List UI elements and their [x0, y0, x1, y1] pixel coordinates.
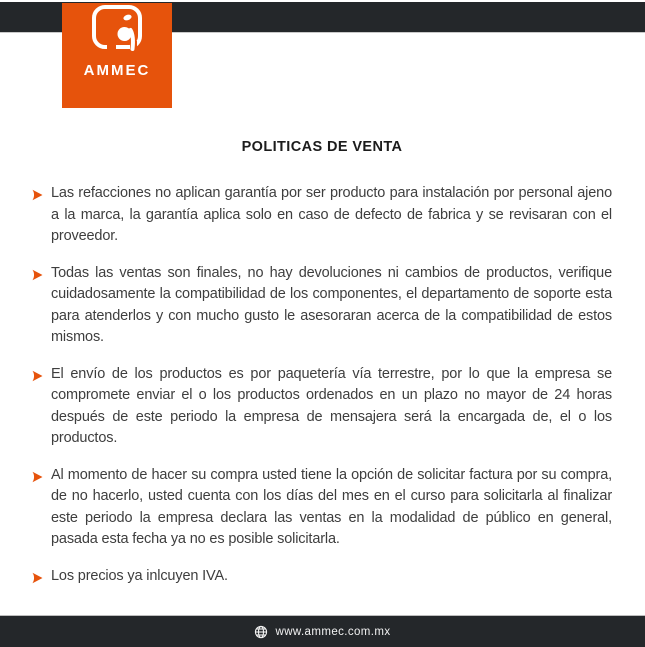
policy-content [32, 139, 612, 604]
policy-text: Todas las ventas son finales, no hay devoluciones ni cambios de productos, verifique cuidadosamente la compatibilidad de los componentes, el departamento de soporte esta para atenderlos y con mucho gusto le asesoraran acerca de la compatibilidad de estos mismos. [51, 264, 612, 345]
policy-text: Las refacciones no aplican garantía por ser producto para instalación por personal ajeno a la marca, la garantía aplica solo en caso de defecto de fabrica y se revisaran con el proveedor. [51, 185, 612, 244]
bullet-arrow-icon [32, 268, 43, 286]
bullet-arrow-icon [32, 188, 43, 206]
elephant-icon [89, 42, 145, 59]
policy-item [32, 364, 612, 450]
policy-text: Los precios ya inlcuyen IVA. [51, 567, 228, 584]
globe-icon [254, 625, 268, 639]
page-title: POLITICAS DE VENTA [241, 139, 403, 155]
brand-logo [62, 3, 172, 108]
bullet-arrow-icon [32, 470, 43, 488]
bullet-arrow-icon [32, 571, 43, 589]
footer-bar [0, 615, 645, 647]
brand-wordmark: AMMEC [83, 62, 151, 79]
policy-item [32, 263, 612, 349]
bullet-arrow-icon [32, 369, 43, 387]
policy-item [32, 566, 612, 589]
policy-item [32, 183, 612, 248]
footer-url: www.ammec.com.mx [275, 625, 391, 638]
policy-item [32, 465, 612, 551]
policy-text: El envío de los productos es por paquetería vía terrestre, por lo que la empresa se compromete enviar el o los productos ordenados en un plazo no mayor de 24 horas después de este periodo la empresa de mensajera será la encargada de, el o los productos. [51, 365, 612, 446]
policy-text: Al momento de hacer su compra usted tiene la opción de solicitar factura por su compra, de no hacerlo, usted cuenta con los días del mes en el curso para solicitarla al finalizar este periodo la empresa declara las ventas en la modalidad de público en general, pasada esta fecha ya no es posible solicitarla. [51, 466, 612, 547]
